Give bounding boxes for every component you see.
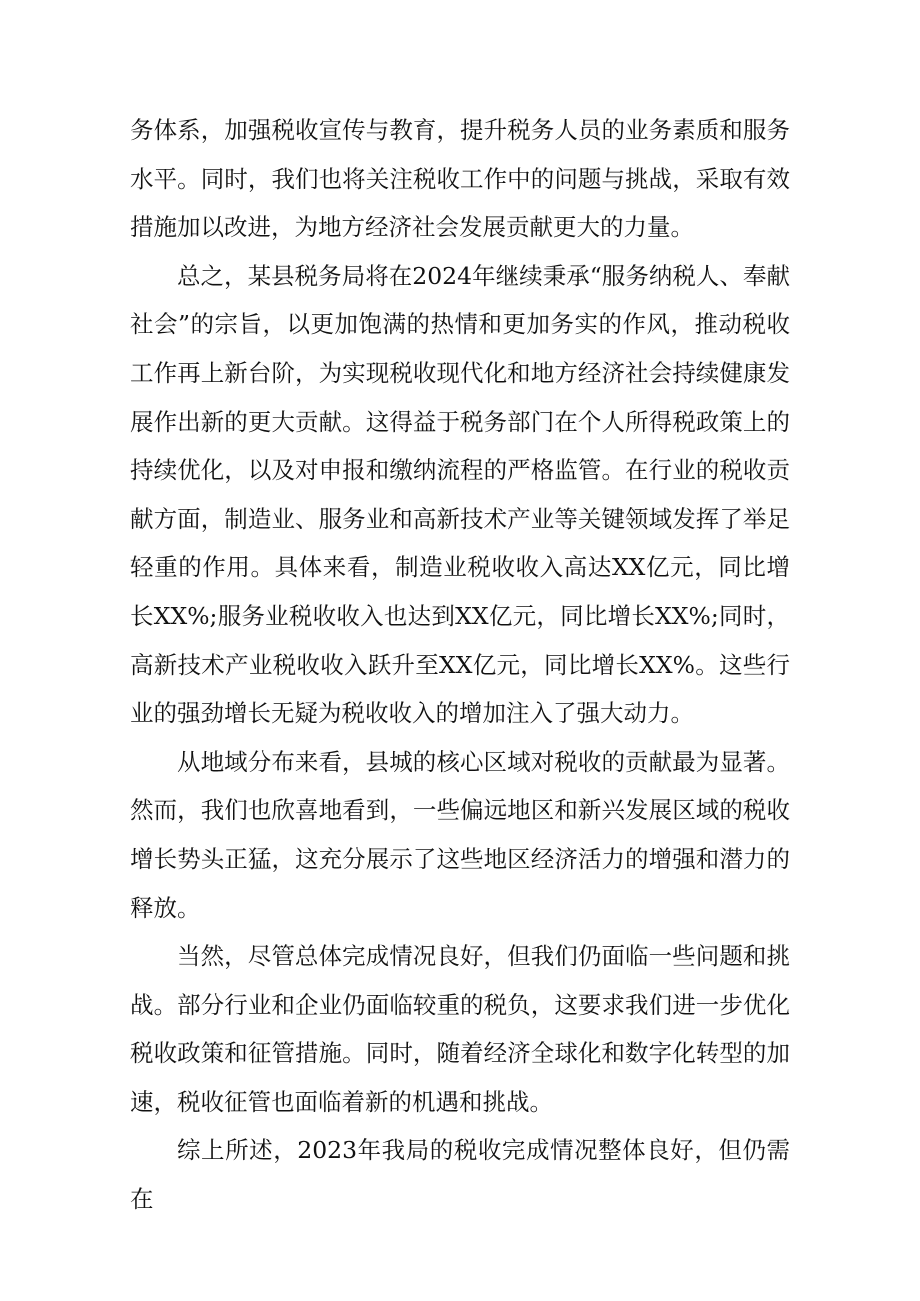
document-body xyxy=(130,106,790,1224)
paragraph-conclusion: 综上所述，2023年我局的税收完成情况整体良好，但仍需在 xyxy=(130,1136,790,1214)
paragraph-challenges: 当然，尽管总体完成情况良好，但我们仍面临一些问题和挑战。部分行业和企业仍面临较重的税负，这要求我们进一步优化税收政策和征管措施。同时，随着经济全球化和数字化转型的加速，税收征管也面临着新的机遇和挑战。 xyxy=(130,942,790,1116)
paragraph-continuation: 务体系，加强税收宣传与教育，提升税务人员的业务素质和服务水平。同时，我们也将关注税收工作中的问题与挑战，采取有效措施加以改进，为地方经济社会发展贡献更大的力量。 xyxy=(130,116,790,242)
paragraph-regional-distribution: 从地域分布来看，县城的核心区域对税收的贡献最为显著。然而，我们也欣喜地看到，一些偏远地区和新兴发展区域的税收增长势头正猛，这充分展示了这些地区经济活力的增强和潜力的释放。 xyxy=(130,747,790,922)
paragraph-summary: 总之，某县税务局将在2024年继续秉承“服务纳税人、奉献社会”的宗旨，以更加饱满的热情和更加务实的作风，推动税收工作再上新台阶，为实现税收现代化和地方经济社会持续健康发展作出新的更大贡献。这得益于税务部门在个人所得税政策上的持续优化，以及对申报和缴纳流程的严格监管。在行业的税收贡献方面，制造业、服务业和高新技术产业等关键领域发挥了举足轻重的作用。具体来看，制造业税收收入高达XX亿元，同比增长XX%;服务业税收收入也达到XX亿元，同比增长XX%;同时，高新技术产业税收收入跃升至XX亿元，同比增长XX%。这些行业的强劲增长无疑为税收收入的增加注入了强大动力。 xyxy=(130,261,790,728)
